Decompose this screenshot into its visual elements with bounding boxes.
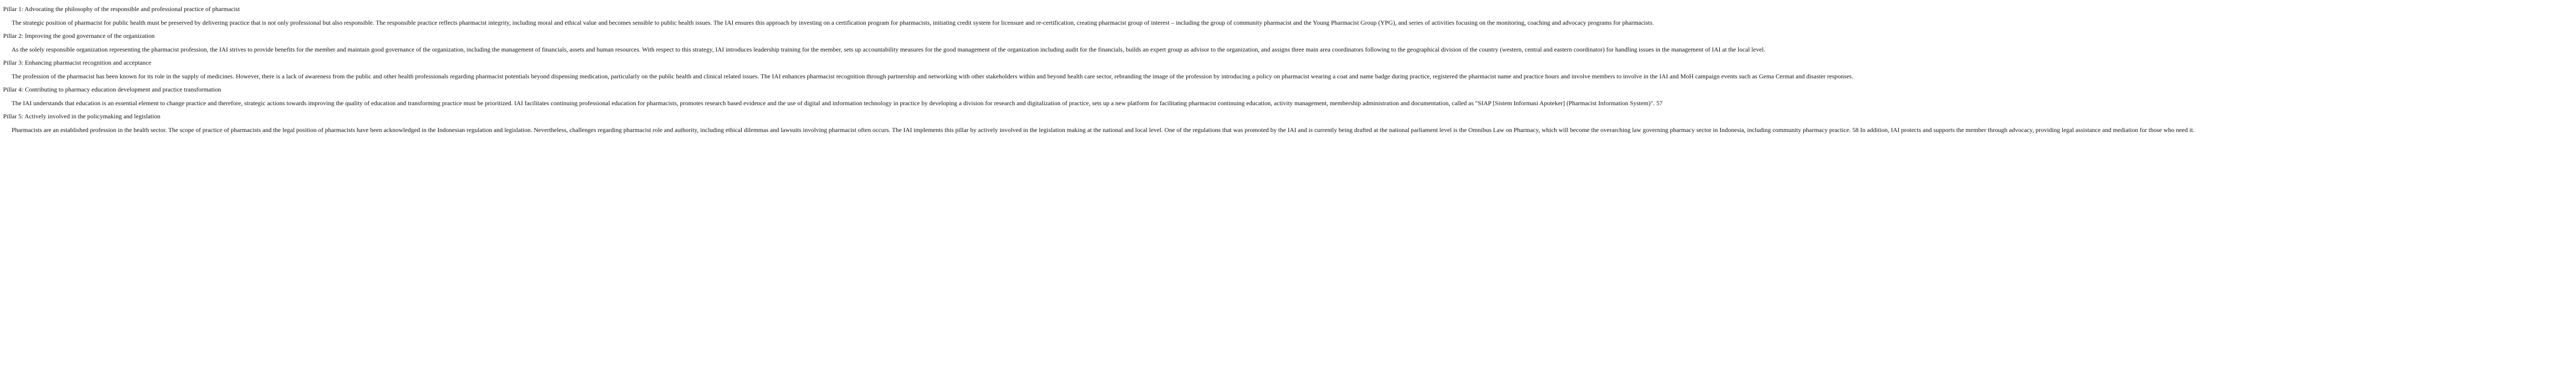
pillar-4-heading: Pillar 4: Contributing to pharmacy education development and practice transformation	[3, 86, 221, 93]
pillar-3-heading: Pillar 3: Enhancing pharmacist recognition and acceptance	[3, 59, 151, 66]
pillar-1-section	[3, 6, 2576, 26]
pillar-2-section	[3, 33, 2576, 53]
pillar-4-section	[3, 86, 2576, 107]
pillar-2-heading: Pillar 2: Improving the good governance of the organization	[3, 32, 155, 39]
pillar-2-paragraph: As the solely responsible organization representing the pharmacist profession, the IAI strives to provide benefits for the member and maintain good governance of the organization, including the management of financials, assets and human resources. With respect to this strategy, IAI introduces leadership training for the member, sets up accountability measures for the good management of the organization including audit for the financials, builds an expert group as advisor to the organization, and assigns three main area coordinators following to the geographical division of the country (western, central and eastern coordinator) for handling issues in the management of IAI at the local level.	[12, 46, 1765, 53]
pillar-3-paragraph: The profession of the pharmacist has been known for its role in the supply of medicines. However, there is a lack of awareness from the public and other health professionals regarding pharmacist potentials beyond dispensing medication, particularly on the public health and clinical related issues. The IAI enhances pharmacist recognition through partnership and networking with other stakeholders within and beyond health care sector, rebranding the image of the profession by introducing a policy on pharmacist wearing a coat and name badge during practice, registered the pharmacist name and practice hours and involve members to involve in the IAI and MoH campaign events such as Gema Cermat and disaster responses.	[12, 73, 1854, 80]
document	[3, 6, 2576, 134]
pillar-1-paragraph: The strategic position of pharmacist for public health must be preserved by delivering practice that is not only professional but also responsible. The responsible practice reflects pharmacist integrity, including moral and ethical value and becomes sensible to public health issues. The IAI ensures this approach by investing on a certification program for pharmacists, initiating credit system for licensure and re-certification, creating pharmacist group of interest – including the group of community pharmacist and the Young Pharmacist Group (YPG), and series of activities focusing on the monitoring, coaching and advocacy programs for pharmacists.	[12, 19, 1654, 26]
pillar-1-heading: Pillar 1: Advocating the philosophy of the responsible and professional practice of pharmacist	[3, 5, 240, 13]
section-gap	[3, 26, 2576, 33]
pillar-5-section	[3, 113, 2576, 134]
pillar-4-paragraph: The IAI understands that education is an essential element to change practice and therefore, strategic actions towards improving the quality of education and transforming practice must be prioritized. IAI facilitates continuing professional education for pharmacists, promotes research based evidence and the use of digital and information technology in practice by developing a division for research and digitalization of practice, sets up a new platform for facilitating pharmacist continuing education, activity management, membership administration and documentation, called as "SIAP [Sistem Informasi Apoteker] (Pharmacist Information System)". 57	[12, 100, 1663, 107]
section-gap	[3, 80, 2576, 86]
pillar-3-section	[3, 59, 2576, 80]
pillar-5-heading: Pillar 5: Actively involved in the policymaking and legislation	[3, 113, 161, 120]
section-gap	[3, 107, 2576, 113]
section-gap	[3, 53, 2576, 59]
pillar-5-paragraph: Pharmacists are an established profession in the health sector. The scope of practice of pharmacists and the legal position of pharmacists have been acknowledged in the Indonesian regulation and legislation. Nevertheless, challenges regarding pharmacist role and authority, including ethical dilemmas and lawsuits involving pharmacist often occurs. The IAI implements this pillar by actively involved in the legislation making at the national and local level. One of the regulations that was promoted by the IAI and is currently being drafted at the national parliament level is the Omnibus Law on Pharmacy, which will become the overarching law governing pharmacy sector in Indonesia, including community pharmacy practice. 58 In addition, IAI protects and supports the member through advocacy, providing legal assistance and mediation for those who need it.	[12, 127, 2195, 134]
